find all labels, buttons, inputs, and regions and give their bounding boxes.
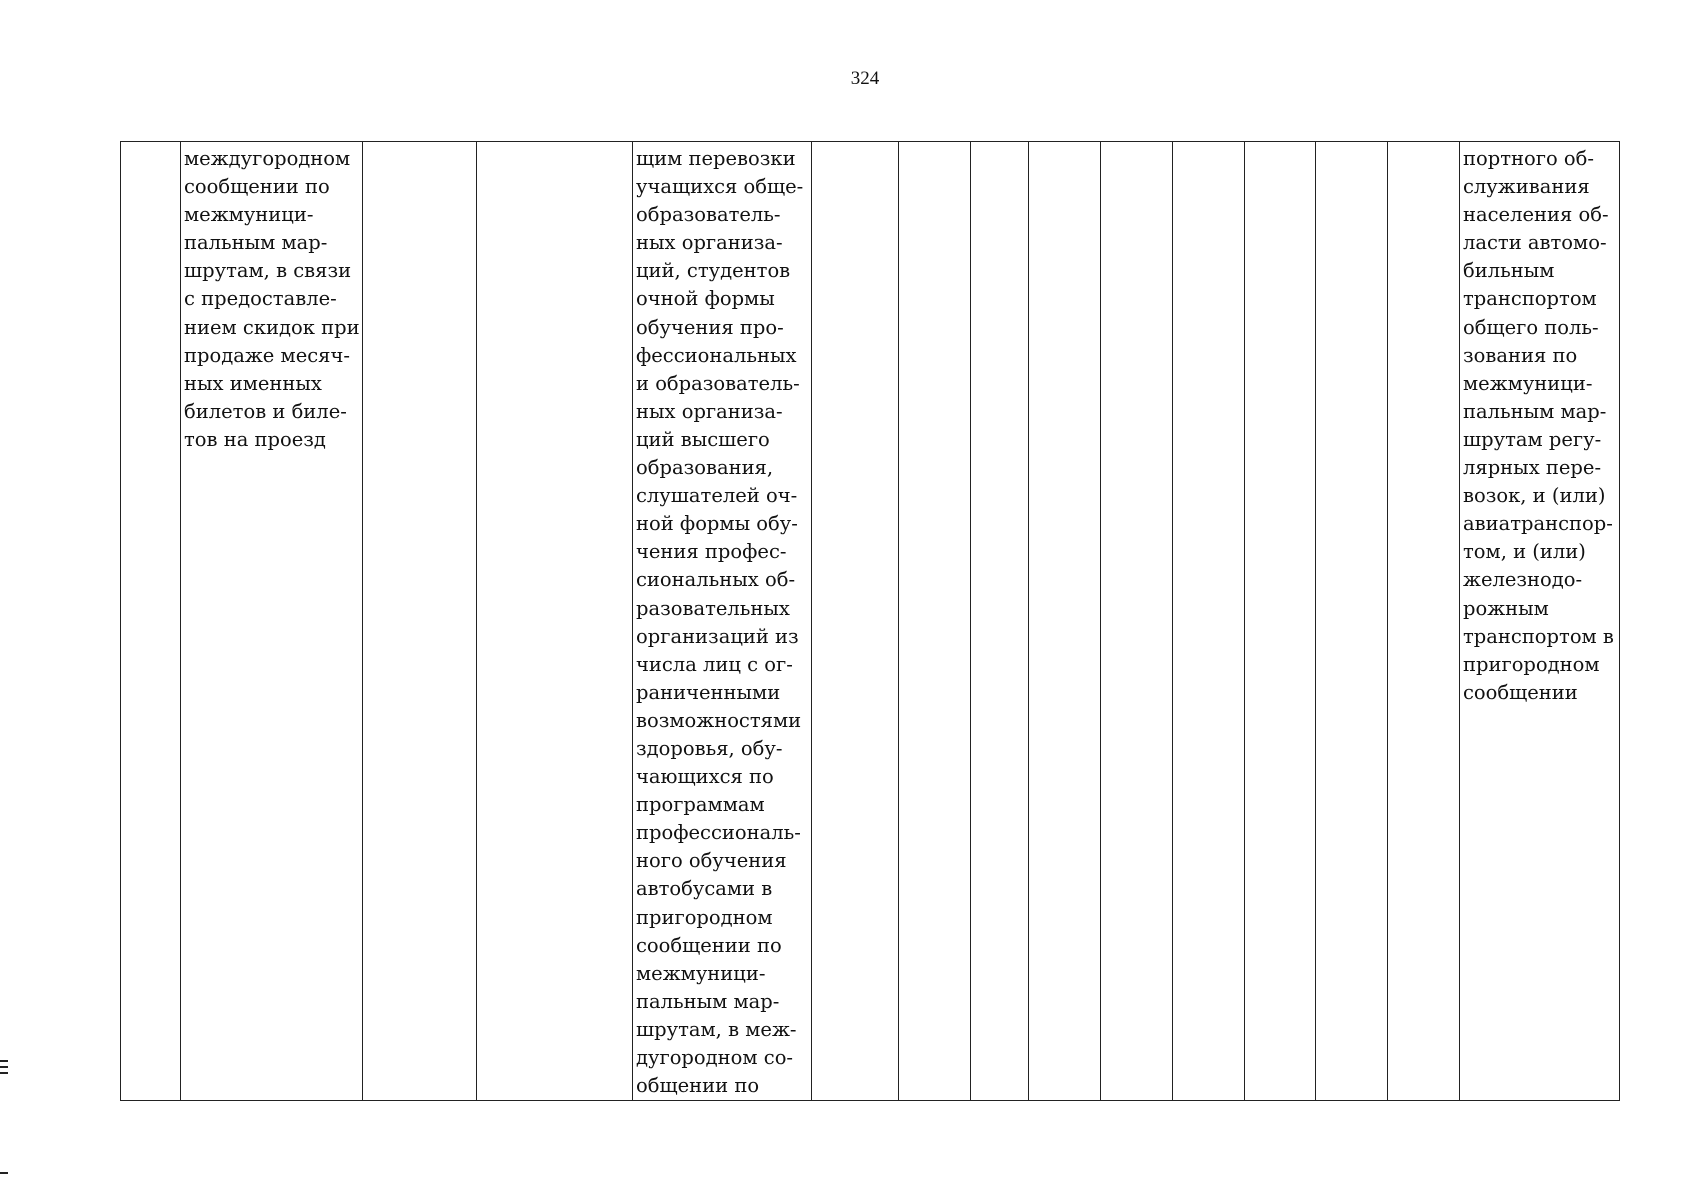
- table-cell-10: [1101, 142, 1173, 1101]
- table-cell-12: [1245, 142, 1316, 1101]
- scan-edge-dash: [0, 1172, 8, 1174]
- table-cell-4: [477, 142, 633, 1101]
- table-cell-11: [1173, 142, 1245, 1101]
- table-cell-6: [812, 142, 899, 1101]
- table-cell-13: [1316, 142, 1388, 1101]
- table-cell-14: [1388, 142, 1460, 1101]
- table-cell-5: щим перевозки учащихся обще- образователь- ных организа- ций, студентов очной формы обучения про- фессиональных и образователь- ных организа- ций высшего образования, слушателей оч- ной формы обу- чения профес- сиональных об- разовательных организаций из числа лиц с ог- раниченными возможностями здоровья, обу- чающихся по программам профессиональ- ного обучения автобусами в пригородном сообщении по межмуници- пальным мар- шрутам, в меж- дугородном со- общении по: [633, 142, 812, 1101]
- table-cell-1: [121, 142, 181, 1101]
- table-cell-3: [363, 142, 477, 1101]
- scan-edge-marks: [0, 1060, 10, 1090]
- table-cell-9: [1029, 142, 1101, 1101]
- table-row: [121, 142, 1620, 1101]
- page-number: 324: [850, 68, 880, 89]
- table-cell-2: междугородном сообщении по межмуници- пальным мар- шрутам, в связи с предоставле- нием скидок при продаже месяч- ных именных билетов и биле- тов на проезд: [181, 142, 363, 1101]
- table-cell-8: [971, 142, 1029, 1101]
- table-cell-7: [899, 142, 971, 1101]
- table-cell-15: портного об- служивания населения об- ласти автомо- бильным транспортом общего поль- зования по межмуници- пальным мар- шрутам регу- лярных пере- возок, и (или) авиатранспор- том, и (или) железнодо- рожным транспортом в пригородном сообщении: [1460, 142, 1620, 1101]
- document-table: [120, 141, 1620, 1101]
